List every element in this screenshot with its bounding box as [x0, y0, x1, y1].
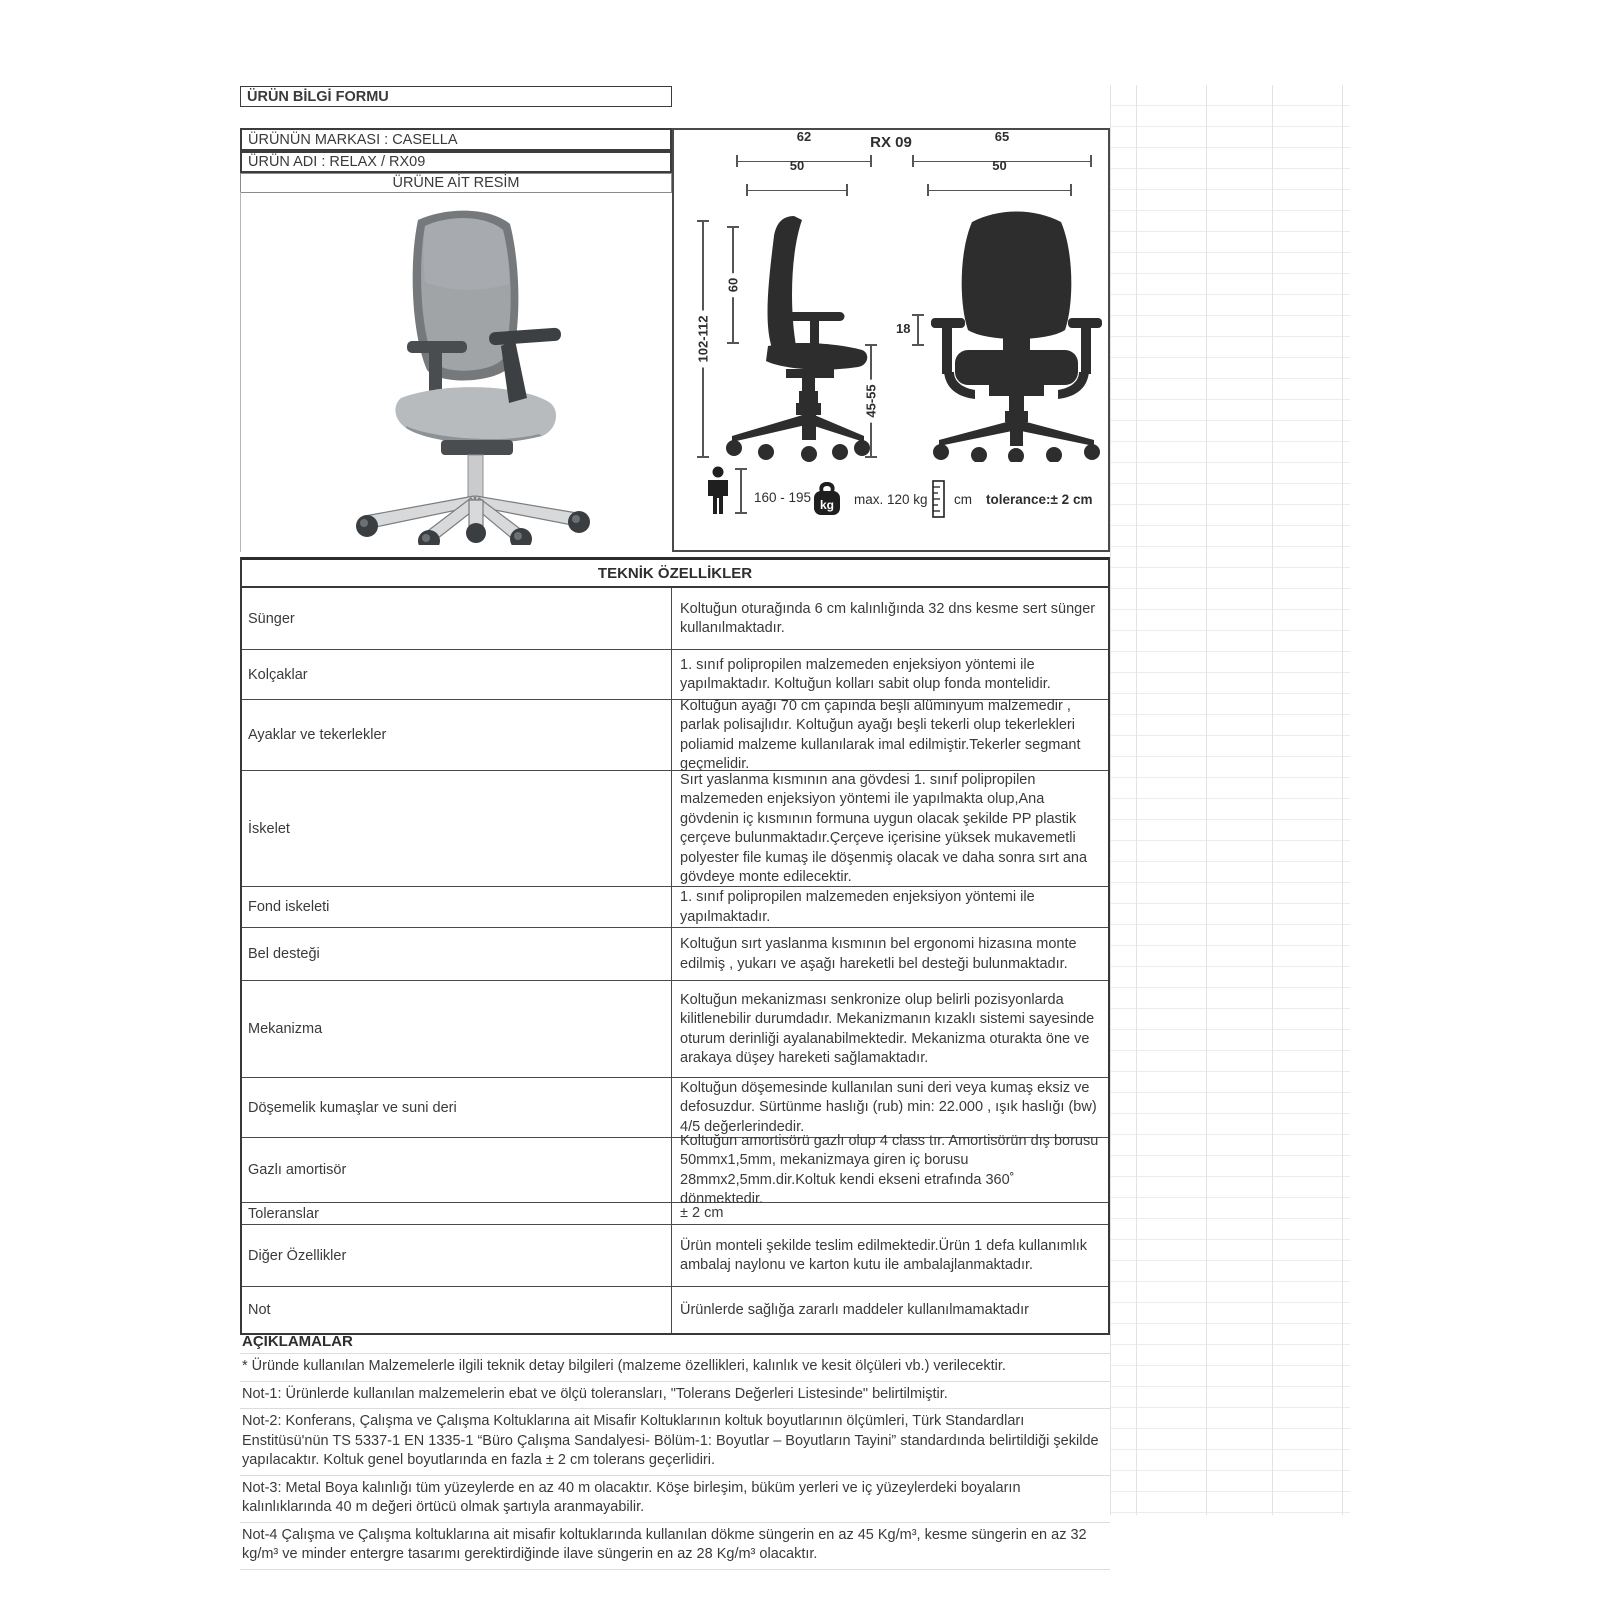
spec-value: Sırt yaslanma kısmının ana gövdesi 1. sınıf polipropilen malzemeden enjeksiyon yöntemi ile yapılmakta olup,Ana gövdenin iç kısmının formuna uygun olacak şekilde PP plastik çerçeve bulunmaktadır.Çerçeve içerisine yüksek mukavemetli polyester file kumaş ile döşenmiş olacak ve daha sonra sırt ana gövdeye monte edilecektir. [680, 771, 1088, 885]
brand-cell: ÜRÜNÜN MARKASI : CASELLA [240, 128, 672, 151]
spec-row-kolcaklar [242, 650, 1108, 700]
spec-value: Koltuğun ayağı 70 cm çapında beşli alüminyum malzemedir , parlak polisajlıdır. Koltuğun ayağı beşli tekerli olup tekerlekleri poliamid malzeme kullanılarak imal edilmiştir.Tekerler segmant geçmelidir. [680, 697, 1081, 772]
spec-label: Mekanizma [242, 981, 672, 1077]
note-star: * Üründe kullanılan Malzemelerle ilgili teknik detay bilgileri (malzeme özellikleri, kalınlık ve kesit ölçüleri vb.) verilecektir. [240, 1354, 1110, 1382]
spec-value: 1. sınıf polipropilen malzemeden enjeksiyon yöntemi ile yapılmaktadır. Koltuğun kolları sabit olup fonda montelidir. [680, 656, 1051, 692]
note-2: Not-2: Konferans, Çalışma ve Çalışma Koltuklarına ait Misafir Koltuklarının koltuk boyutlarının ölçümleri, Türk Standardları Enstitüsü'nün TS 5337-1 EN 1335-1 “Büro Çalışma Sandalyesi- Bölüm-1: Boyutlar – Boyutların Tayini” standardında belirtildiği şekilde yapılacaktır. Koltuk genel boyutlarında en fazla ± 2 cm tolerans geçerlidiri. [240, 1409, 1110, 1476]
dim-armrest-height [917, 314, 919, 346]
spec-value: ± 2 cm [680, 1205, 724, 1222]
spec-row-diger-ozellikler [242, 1225, 1108, 1287]
product-photo-area [240, 192, 672, 552]
person-icon [704, 466, 732, 516]
chair-side-view [722, 214, 872, 462]
ruler-icon [932, 480, 946, 518]
spec-value: Ürünlerde sağlığa zararlı maddeler kullanılmamaktadır [680, 1301, 1029, 1318]
spec-row-ayaklar [242, 697, 1108, 772]
spec-label: Fond iskeleti [242, 887, 672, 927]
spec-table [240, 557, 1110, 1335]
note-1: Not-1: Ürünlerde kullanılan malzemelerin ebat ve ölçü toleransları, "Tolerans Değerleri Listesinde" belirtilmiştir. [240, 1382, 1110, 1410]
model-label: RX 09 [870, 134, 912, 151]
spec-row-bel-destegi [242, 928, 1108, 981]
spec-row-mekanizma [242, 981, 1108, 1078]
spec-value: Koltuğun sırt yaslanma kısmının bel ergonomi hizasına monte edilmiş , yukarı ve aşağı hareketli bel desteği bulunmaktadır. [680, 936, 1077, 972]
note-4: Not-4 Çalışma ve Çalışma koltuklarına ait misafir koltuklarında kullanılan dökme süngerin en az 45 Kg/m³, kesme süngerin en az 32 kg/m³ ve minder entergre tasarımı gerektirdiğinde ilave süngerin en az 28 Kg/m³ olacaktır. [240, 1523, 1110, 1570]
dim-side-outer-width: 62 [736, 144, 872, 164]
unit-text: cm [954, 492, 972, 507]
spec-label: Bel desteği [242, 928, 672, 980]
form-title: ÜRÜN BİLGİ FORMU [240, 86, 672, 107]
dimension-diagram [672, 128, 1110, 552]
product-name-cell: ÜRÜN ADI : RELAX / RX09 [240, 151, 672, 173]
dim-overall-height: 102-112 [702, 220, 704, 458]
spec-row-iskelet [242, 771, 1108, 887]
spec-label: Not [242, 1287, 672, 1333]
person-height-range: 160 - 195 [754, 490, 812, 505]
spec-value: Koltuğun döşemesinde kullanılan suni deri veya kumaş eksiz ve defosuzdur. Sürtünme haslığı (rub) min: 22.000 , ışık haslığı (bw) 4/5 değerlerindedir. [680, 1079, 1097, 1135]
spec-row-sunger [242, 588, 1108, 650]
spec-row-not [242, 1287, 1108, 1333]
spec-label: İskelet [242, 771, 672, 886]
dim-front-outer-width: 65 [912, 144, 1092, 164]
spec-row-gazli-amortisor [242, 1132, 1108, 1207]
kg-badge-label: kg [819, 498, 835, 512]
dim-back-height: 60 [732, 226, 734, 344]
chair-back-view [929, 210, 1104, 462]
dim-seat-height: 45-55 [870, 344, 872, 458]
spec-value: Koltuğun oturağında 6 cm kalınlığında 32 dns kesme sert sünger kullanılmaktadır. [680, 600, 1096, 636]
dim-side-inner-width: 50 [746, 173, 848, 193]
max-weight-text: max. 120 kg [854, 492, 928, 507]
note-3: Not-3: Metal Boya kalınlığı tüm yüzeylerde en az 40 m olacaktır. Köşe birleşim, büküm yerleri ve iç yüzeylerdeki boyaların kalınlıklarında 40 m değeri örtücü olmak şartıyla aranmayabilir. [240, 1476, 1110, 1523]
spec-value: Ürün monteli şekilde teslim edilmektedir.Ürün 1 defa kullanımlık ambalaj naylonu ve karton kutu ile ambalajlanmaktadır. [680, 1237, 1087, 1273]
notes-section [240, 1332, 1110, 1570]
tolerance-text: tolerance:± 2 cm [986, 492, 1093, 507]
spec-label: Ayaklar ve tekerlekler [242, 700, 672, 770]
spec-row-fond-iskeleti [242, 887, 1108, 928]
spec-label: Kolçaklar [242, 650, 672, 699]
spec-value: Koltuğun mekanizması senkronize olup belirli pozisyonlarda kilitlenebilir durumdadır. Mekanizmanın kızaklı sistemi sayesinde oturum derinliği ayalanabilmektedir. Mekanizma oturakta öne ve arakaya düşey hareketi sağlamaktadır. [680, 991, 1095, 1066]
spec-label: Döşemelik kumaşlar ve suni deri [242, 1078, 672, 1137]
person-height-line [740, 468, 742, 514]
spec-value: Koltuğun amortisörü gazlı olup 4 class tır. Amortisörün dış borusu 50mmx1,5mm, mekanizmaya giren iç borusu 28mmx2,5mm.dir.Koltuk kendi ekseni etrafında 360˚ dönmektedir. [680, 1132, 1099, 1207]
spec-value: 1. sınıf polipropilen malzemeden enjeksiyon yöntemi ile yapılmaktadır. [680, 889, 1035, 925]
spreadsheet-ghost-grid [1110, 85, 1350, 1515]
dim-armrest-height-label: 18 [896, 321, 911, 336]
spec-row-toleranslar [242, 1203, 1108, 1225]
notes-header: AÇIKLAMALAR [240, 1332, 1110, 1354]
spec-row-dosemelik [242, 1078, 1108, 1138]
spec-label: Toleranslar [242, 1203, 672, 1224]
spec-label: Diğer Özellikler [242, 1225, 672, 1286]
dim-front-inner-width: 50 [927, 173, 1072, 193]
weight-kg-icon [809, 480, 845, 516]
spec-label: Sünger [242, 588, 672, 649]
spec-label: Gazlı amortisör [242, 1138, 672, 1202]
image-header-cell: ÜRÜNE AİT RESİM [240, 173, 672, 193]
product-photo-chair [321, 200, 631, 545]
spec-table-header: TEKNİK ÖZELLİKLER [242, 560, 1108, 588]
